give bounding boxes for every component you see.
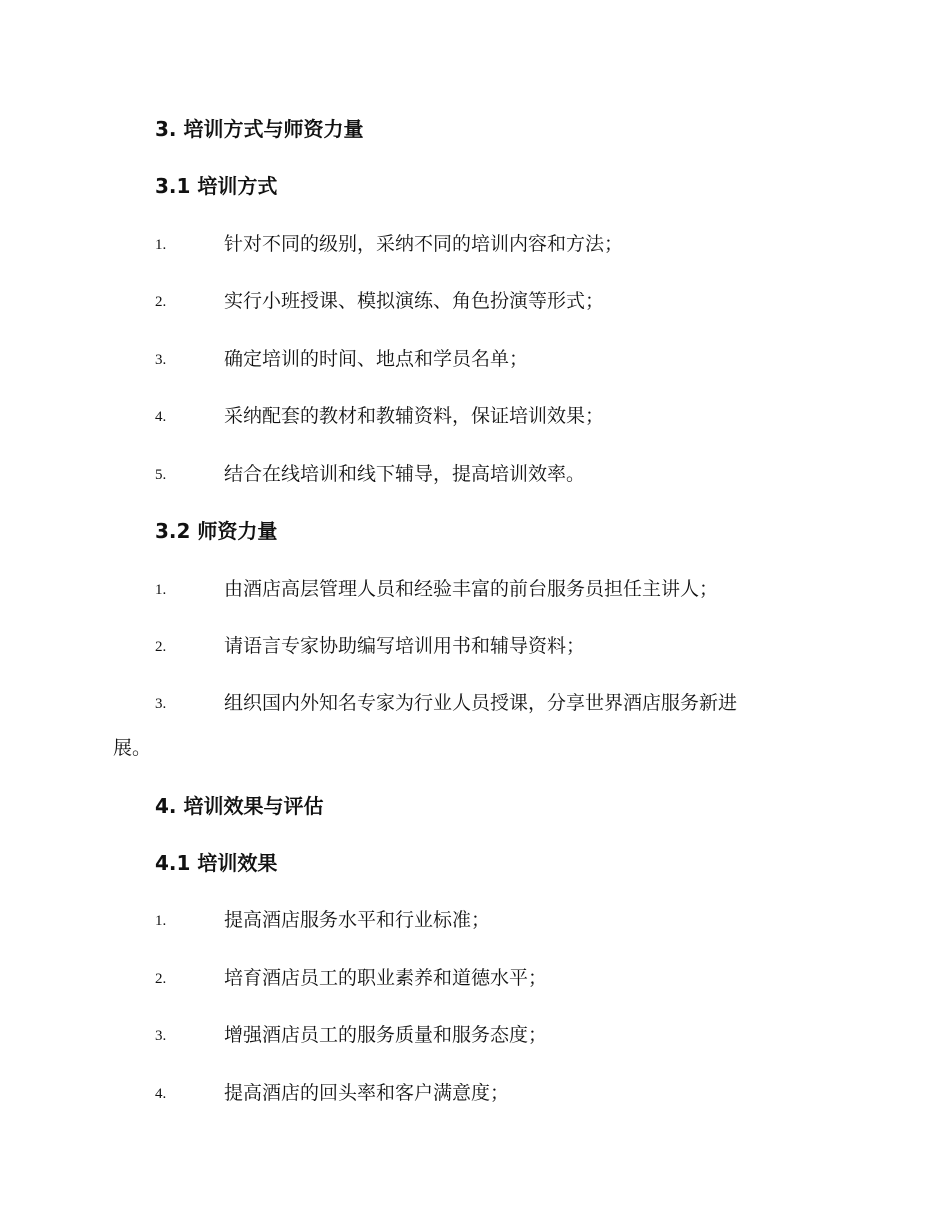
list-item: [0, 576, 950, 602]
list-number: 2.: [155, 294, 167, 310]
list-item: [0, 1080, 950, 1106]
list-number: 4.: [155, 1086, 167, 1102]
section-4-heading: 4. 培训效果与评估: [155, 794, 324, 818]
list-number: 1.: [155, 582, 167, 598]
section-3-2-heading: 3.2 师资力量: [155, 519, 278, 543]
list-item: [0, 907, 950, 933]
list-text: 提高酒店的回头率和客户满意度；: [224, 1082, 510, 1104]
list-item: [0, 965, 950, 991]
list-number: 3.: [155, 352, 167, 368]
list-number: 4.: [155, 409, 167, 425]
list-item: [0, 690, 950, 716]
list-text: 针对不同的级别，采纳不同的培训内容和方法；: [224, 233, 624, 255]
section-3-heading: 3. 培训方式与师资力量: [155, 117, 364, 141]
list-item: [0, 1022, 950, 1048]
list-text: 确定培训的时间、地点和学员名单；: [224, 348, 529, 370]
list-item: [0, 461, 950, 487]
list-text: 增强酒店员工的服务质量和服务态度；: [224, 1024, 548, 1046]
list-item: [0, 403, 950, 429]
list-item: [0, 288, 950, 314]
list-text: 提高酒店服务水平和行业标准；: [224, 909, 491, 931]
list-item: [0, 346, 950, 372]
list-number: 3.: [155, 696, 167, 712]
list-number: 1.: [155, 237, 167, 253]
list-text: 结合在线培训和线下辅导，提高培训效率。: [224, 463, 586, 485]
list-text: 实行小班授课、模拟演练、角色扮演等形式；: [224, 290, 605, 312]
section-4-1-heading: 4.1 培训效果: [155, 851, 278, 875]
list-item: [0, 633, 950, 659]
list-text: 培育酒店员工的职业素养和道德水平；: [224, 967, 548, 989]
list-number: 2.: [155, 971, 167, 987]
list-item: [0, 231, 950, 257]
list-text: 采纳配套的教材和教辅资料，保证培训效果；: [224, 405, 605, 427]
list-number: 2.: [155, 639, 167, 655]
list-text: 请语言专家协助编写培训用书和辅导资料；: [224, 635, 586, 657]
list-number: 1.: [155, 913, 167, 929]
list-text: 组织国内外知名专家为行业人员授课，分享世界酒店服务新进: [224, 692, 738, 714]
list-number: 5.: [155, 467, 167, 483]
list-number: 3.: [155, 1028, 167, 1044]
section-3-1-heading: 3.1 培训方式: [155, 174, 278, 198]
list-text-continuation: 展。: [113, 737, 152, 759]
list-text: 由酒店高层管理人员和经验丰富的前台服务员担任主讲人；: [224, 578, 719, 600]
